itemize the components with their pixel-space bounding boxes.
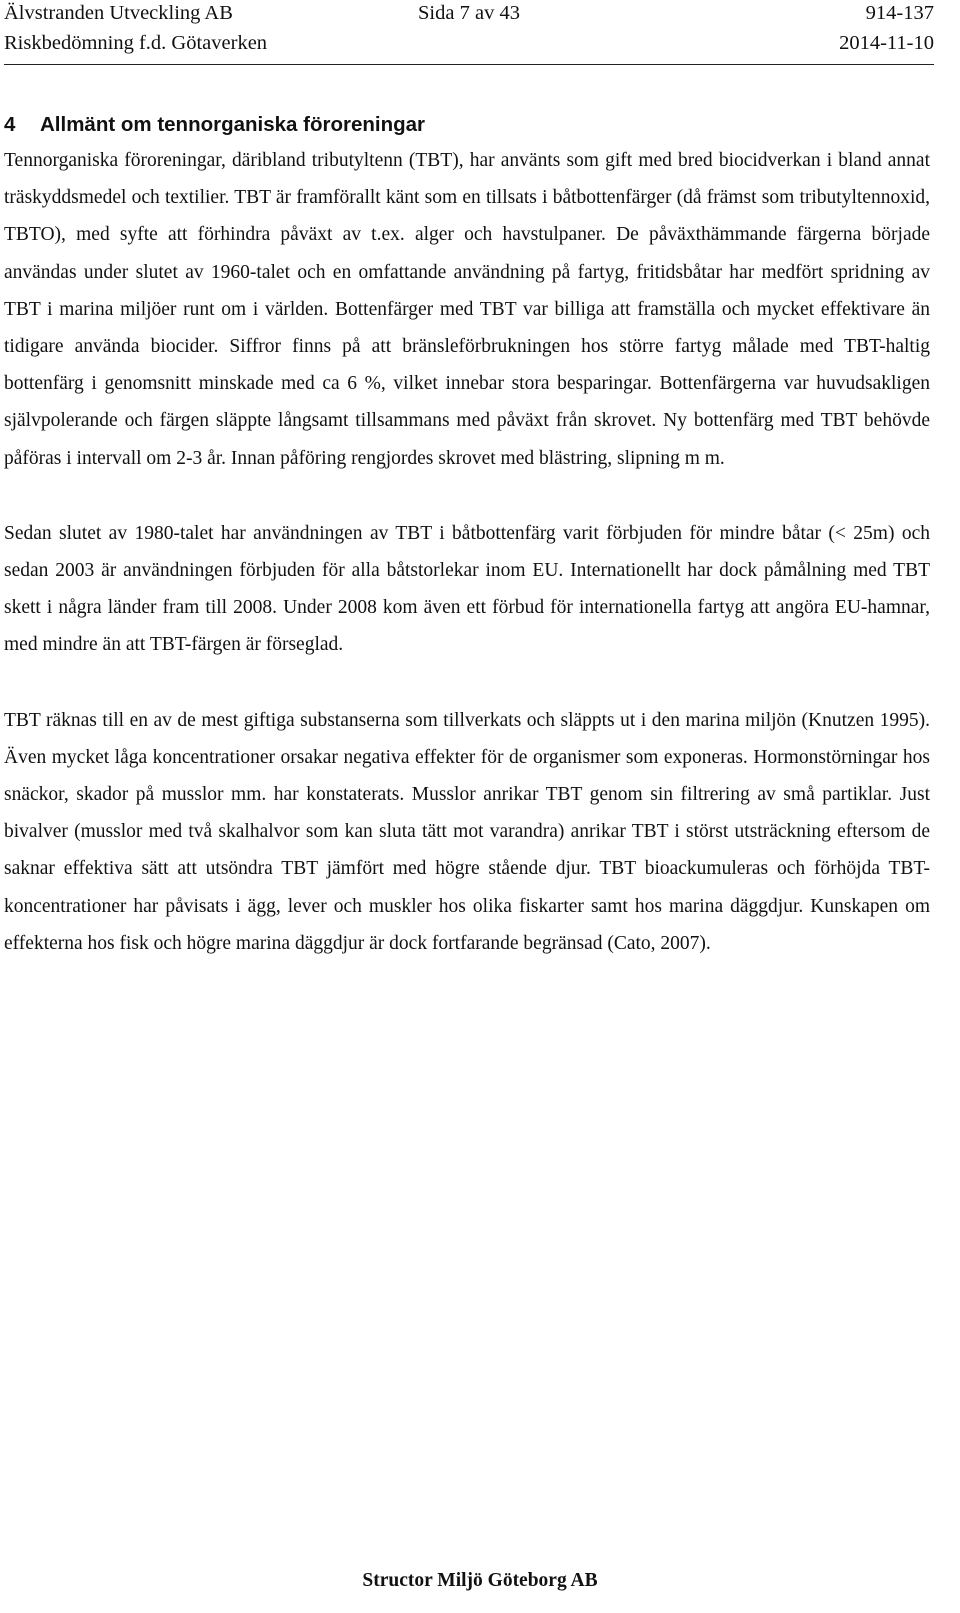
section-title: Allmänt om tennorganiska föroreningar (40, 113, 425, 136)
header-page-label: Sida 7 av 43 (418, 2, 520, 24)
page-header (4, 2, 934, 65)
paragraph-tbt-usage: Tennorganiska föroreningar, däribland tributyltenn (TBT), har använts som gift med bred biocidverkan i bland annat träskyddsmedel och textilier. TBT är framförallt känt som en tillsats i båtbottenfärger (då främst som tributyltennoxid, TBTO), med syfte att förhindra påväxt av t.ex. alger och havstulpaner. De påväxthämmande färgerna började användas under slutet av 1960-talet och en omfattande användning på fartyg, fritidsbåtar har medfört spridning av TBT i marina miljöer runt om i världen. Bottenfärger med TBT var billiga att framställa och mycket effektivare än tidigare använda biocider. Siffror finns på att bränsleförbrukningen hos större fartyg målade med TBT-haltig bottenfärg i genomsnitt minskade med ca 6 %, vilket innebar stora besparingar. Bottenfärgerna var huvudsakligen självpolerande och färgen släppte långsamt tillsammans med påväxt från skrovet. Ny bottenfärg med TBT behövde påföras i intervall om 2-3 år. Innan påföring rengjordes skrovet med blästring, slipning m m. (4, 150, 930, 469)
header-row-bottom (4, 32, 934, 58)
header-row-top (4, 2, 934, 28)
paragraph-tbt-toxicity: TBT räknas till en av de mest giftiga substanserna som tillverkats och släppts ut i den marina miljön (Knutzen 1995). Även mycket låga koncentrationer orsakar negativa effekter för de organismer som exponeras. Hormonstörningar hos snäckor, skador på musslor mm. har konstaterats. Musslor anrikar TBT genom sin filtrering av små partiklar. Just bivalver (musslor med två skalhalvor som kan sluta tätt mot varandra) anrikar TBT i störst utsträckning eftersom de saknar effektiva sätt att utsöndra TBT jämfört med högre stående djur. TBT bioackumuleras och förhöjda TBT-koncentrationer har påvisats i ägg, lever och muskler hos olika fiskarter samt hos marina däggdjur. Kunskapen om effekterna hos fisk och högre marina däggdjur är dock fortfarande begränsad (Cato, 2007). (4, 709, 930, 954)
page-footer: Structor Miljö Göteborg AB (362, 1570, 598, 1591)
document-body (4, 110, 930, 962)
header-report-title: Riskbedömning f.d. Götaverken (4, 32, 268, 54)
section-heading (4, 110, 930, 140)
paragraph-tbt-ban: Sedan slutet av 1980-talet har användningen av TBT i båtbottenfärg varit förbjuden för mindre båtar (< 25m) och sedan 2003 är användningen förbjuden för alla båtstorlekar inom EU. Internationellt har dock påmålning med TBT skett i några länder fram till 2008. Under 2008 kom även ett förbud för internationella fartyg att angöra EU-hamnar, med mindre än att TBT-färgen är förseglad. (4, 522, 930, 656)
header-project-number: 914-137 (865, 2, 934, 24)
header-company: Älvstranden Utveckling AB (4, 2, 233, 24)
section-number: 4 (4, 113, 16, 136)
header-date: 2014-11-10 (839, 32, 934, 54)
